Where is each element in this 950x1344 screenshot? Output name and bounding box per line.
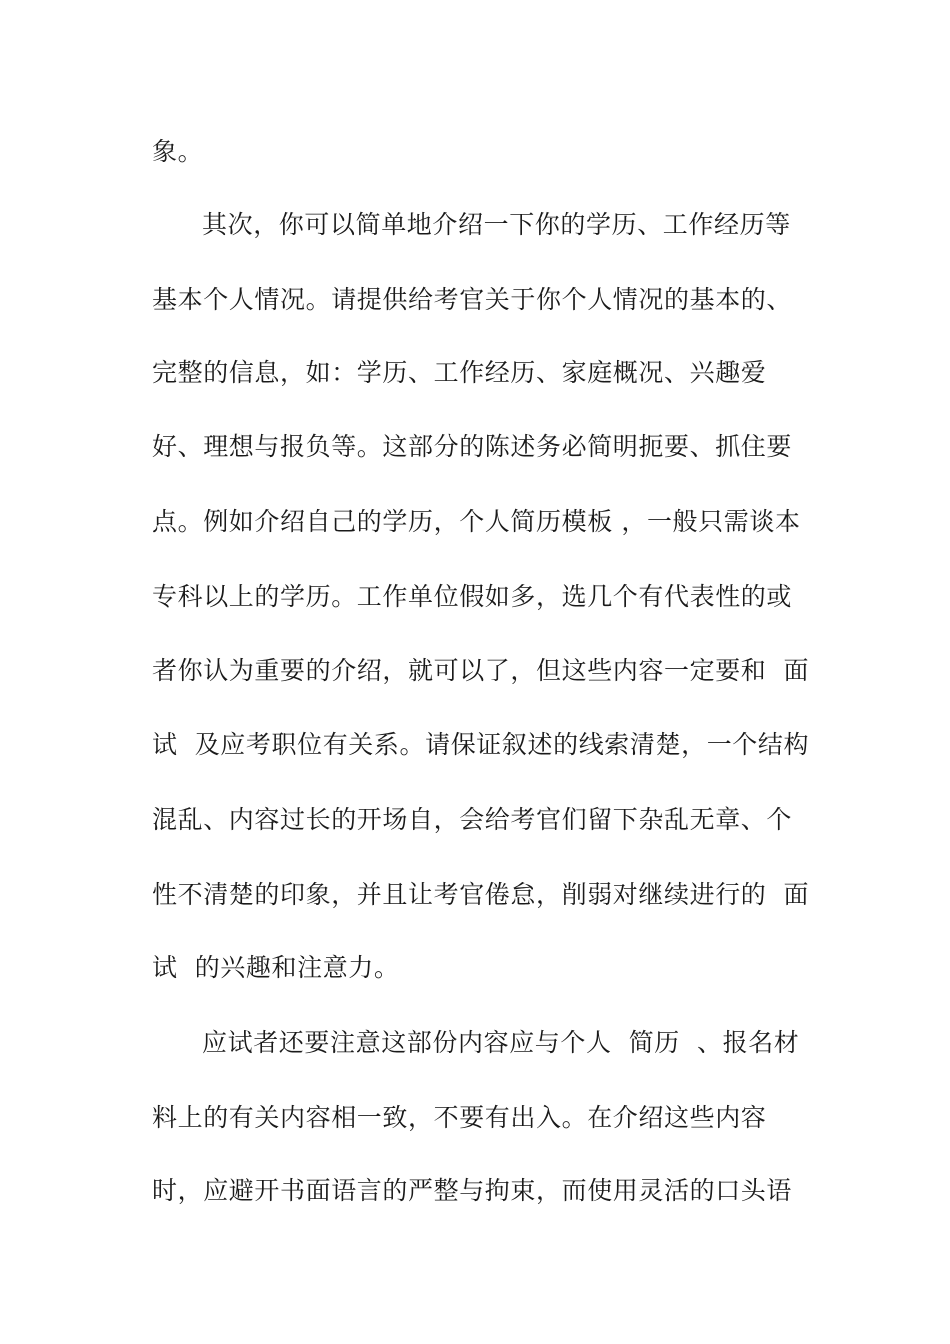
text-line-8: 者你认为重要的介绍，就可以了，但这些内容一定要和 面 [152,656,810,685]
text-line-5: 好、理想与报负等。这部分的陈述务必简明扼要、抓住要 [152,432,793,461]
text-line-10: 混乱、内容过长的开场自，会给考官们留下杂乱无章、个 [152,805,793,834]
text-line-6: 点。例如介绍自己的学历，个人简历模板 ，一般只需谈本 [152,507,801,536]
text-line-7: 专科以上的学历。工作单位假如多，选几个有代表性的或 [152,582,793,611]
text-line-4: 完整的信息，如：学历、工作经历、家庭概况、兴趣爱 [152,358,767,387]
paragraph-start-line: 其次，你可以简单地介绍一下你的学历、工作经历等 [202,210,791,239]
text-line-11: 性不清楚的印象，并且让考官倦怠，削弱对继续进行的 面 [152,880,810,909]
text-line-12: 试 的兴趣和注意力。 [152,953,400,982]
text-line-14: 料上的有关内容相一致，不要有出入。在介绍这些内容 [152,1103,767,1132]
text-line-15: 时，应避开书面语言的严整与拘束，而使用灵活的口头语 [152,1176,793,1205]
text-line-3: 基本个人情况。请提供给考官关于你个人情况的基本的、 [152,285,793,314]
text-line-9: 试 及应考职位有关系。请保证叙述的线索清楚，一个结构 [152,730,810,759]
paragraph-start-line: 应试者还要注意这部份内容应与个人 简历 、报名材 [202,1028,800,1057]
text-line-1: 象。 [152,137,204,166]
